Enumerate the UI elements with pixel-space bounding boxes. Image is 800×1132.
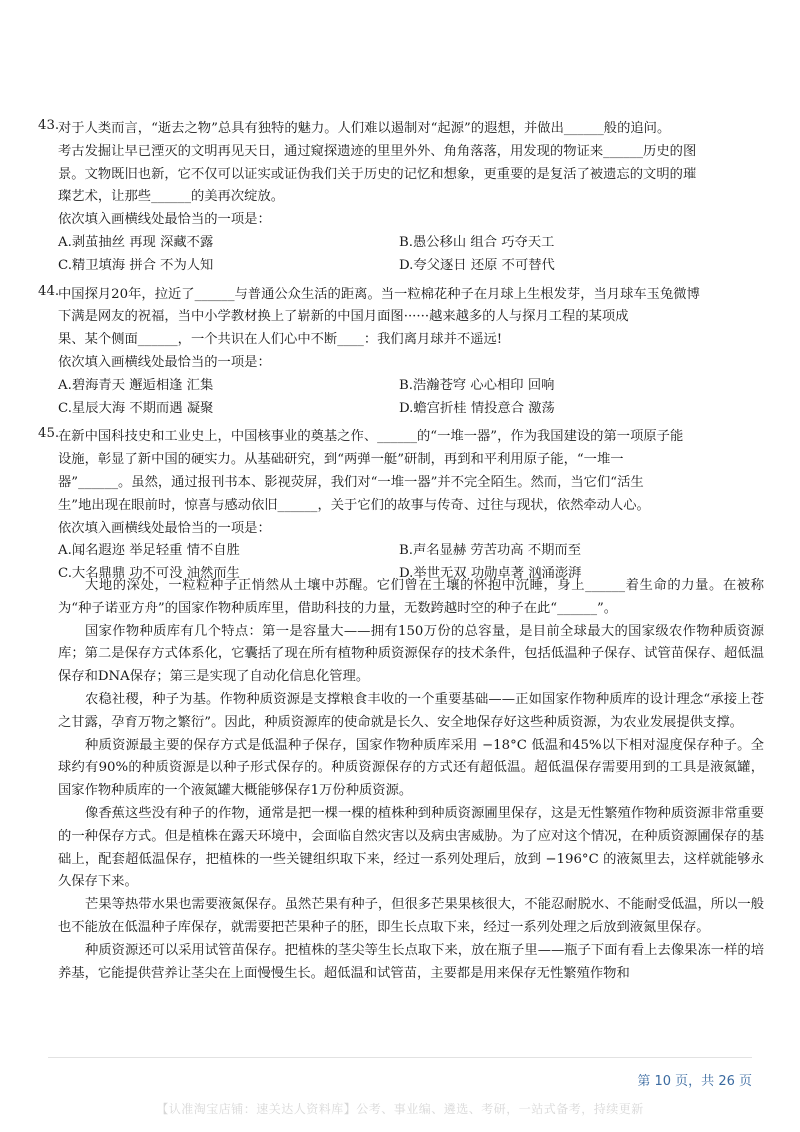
question-line: 果、某个侧面______，一个共识在人们心中不断____：我们离月球并不遥远! [58, 332, 503, 348]
question-line: 中国探月20年，拉近了______与普通公众生活的距离。当一粒棉花种子在月球上生根发芽，当月球车玉兔微博 [58, 286, 700, 302]
passage-paragraph: 大地的深处，一粒粒种子正悄然从土壤中苏醒。它们曾在土壤的怀抱中沉睡，身上______着生命的力量。在被称为“种子诺亚方舟”的国家作物种质库里，借助科技的力量，无数跨越时空的种子在此“______”。 [58, 578, 764, 616]
passage-paragraph: 国家作物种质库有几个特点：第一是容量大——拥有150万份的总容量，是目前全球最大的国家级农作物种质资源库；第二是保存方式体系化，它囊括了现在所有植物种质资源保存的技术条件，包括低温种子保存、试管苗保存、超低温保存和DNA保存；第三是实现了自动化信息化管理。 [58, 623, 764, 685]
passage-paragraph: 芒果等热带水果也需要液氮保存。虽然芒果有种子，但很多芒果果核很大，不能忍耐脱水、不能耐受低温，所以一般也不能放在低温种子库保存，就需要把芒果种子的胚，即生长点取下来，经过一系列处理之后放到液氮里保存。 [58, 897, 764, 935]
question-line: 下满是网友的祝福，当中小学教材换上了崭新的中国月面图······越来越多的人与探月工程的某项成 [58, 309, 629, 325]
option-b: B.浩瀚苍穹 心心相印 回响 [399, 377, 555, 393]
question-number: 43. [38, 118, 60, 133]
option-d: D.举世无双 功勋卓著 汹涌澎湃 [399, 566, 582, 582]
question-number: 45. [38, 426, 60, 442]
option-c: C.星辰大海 不期而遇 凝聚 [58, 400, 214, 416]
option-a: A.碧海青天 邂逅相逢 汇集 [58, 377, 214, 393]
question-43 [38, 118, 762, 278]
footer-divider [48, 1057, 752, 1058]
option-d: D.蟾宫折桂 情投意合 激荡 [399, 400, 555, 416]
options-grid [38, 232, 762, 278]
option-d: D.夸父逐日 还原 不可替代 [399, 257, 555, 273]
page-number: 第 10 页，共 26 页 [637, 1074, 752, 1089]
option-c: C.精卫填海 拼合 不为人知 [58, 257, 214, 273]
question-44 [38, 284, 762, 421]
question-line: 设施，彰显了新中国的硬实力。从基础研究，到“两弹一艇”研制，再到和平利用原子能，“一堆一 [58, 452, 624, 468]
option-c: C.大名鼎鼎 功不可没 油然而生 [58, 566, 240, 582]
question-line: 器”______。虽然，通过报刊书本、影视荧屏，我们对“一堆一器”并不完全陌生。然而，当它们“活生 [58, 474, 644, 490]
passage-paragraph: 农稳社稷，种子为基。作物种质资源是支撑粮食丰收的一个重要基础——正如国家作物种质库的设计理念“承接上苍之甘露，孕育万物之繁衍”。因此，种质资源库的使命就是长久、安全地保存好这些种质资源，为农业发展提供支撑。 [58, 691, 764, 730]
watermark-text: 【认准淘宝店铺：速关达人资料库】公考、事业编、遴选、考研，一站式备考，持续更新 [156, 1102, 644, 1116]
question-number: 44. [38, 283, 60, 299]
question-prompt: 依次填入画横线处最恰当的一项是： [58, 520, 271, 536]
option-b: B.愚公移山 组合 巧夺天工 [399, 234, 555, 250]
questions-section [38, 118, 762, 592]
reading-passage [58, 575, 764, 985]
passage-paragraph: 像香蕉这些没有种子的作物，通常是把一棵一棵的植株种到种质资源圃里保存，这是无性繁殖作物种质资源非常重要的一种保存方式。但是植株在露天环境中，会面临自然灾害以及病虫害威胁。为了应对这个情况，在种质资源圃保存的基础上，配套超低温保存，把植株的一些关键组织取下来，经过一系列处理后，放到 −196°C 的液氮里去，这样就能够永久保存下来。 [58, 805, 764, 890]
option-b: B.声名显赫 劳苦功高 不期而至 [399, 543, 582, 559]
question-45 [38, 426, 762, 586]
question-prompt: 依次填入画横线处最恰当的一项是： [58, 212, 271, 228]
option-a: A.剥茧抽丝 再现 深藏不露 [58, 234, 214, 250]
question-line: 景。文物既旧也新，它不仅可以证实或证伪我们关于历史的记忆和想象，更重要的是复活了被遗忘的文明的璀 [58, 166, 697, 182]
question-line: 对于人类而言，“逝去之物”总具有独特的魅力。人们难以遏制对“起源”的遐想，并做出______般的追问。 [58, 121, 671, 136]
options-grid [38, 375, 762, 421]
question-line: 生”地出现在眼前时，惊喜与感动依旧______，关于它们的故事与传奇、过往与现状，依然牵动人心。 [58, 497, 650, 513]
question-line: 考古发掘让早已湮灭的文明再见天日，通过窥探遗迹的里里外外、角角落落，用发现的物证来______历史的图 [58, 143, 697, 159]
question-line: 在新中国科技史和工业史上，中国核事业的奠基之作、______的“一堆一器”，作为我国建设的第一项原子能 [58, 429, 684, 445]
option-a: A.闻名遐迩 举足轻重 情不自胜 [58, 543, 240, 559]
question-prompt: 依次填入画横线处最恰当的一项是： [58, 354, 271, 370]
passage-paragraph: 种质资源最主要的保存方式是低温种子保存，国家作物种质库采用 −18°C 低温和45%以下相对湿度保存种子。全球约有90%的种质资源是以种子形式保存的。种质资源保存的方式还有超低温。超低温保存需要用到的工具是液氮罐，国家作物种质库的一个液氮罐大概能够保存1万份种质资源。 [58, 737, 764, 799]
passage-paragraph: 种质资源还可以采用试管苗保存。把植株的茎尖等生长点取下来，放在瓶子里——瓶子下面有看上去像果冻一样的培养基，它能提供营养让茎尖在上面慢慢生长。超低温和试管苗，主要都是用来保存无性繁殖作物和 [58, 942, 764, 981]
question-line: 璨艺术，让那些______的美再次绽放。 [58, 189, 285, 205]
